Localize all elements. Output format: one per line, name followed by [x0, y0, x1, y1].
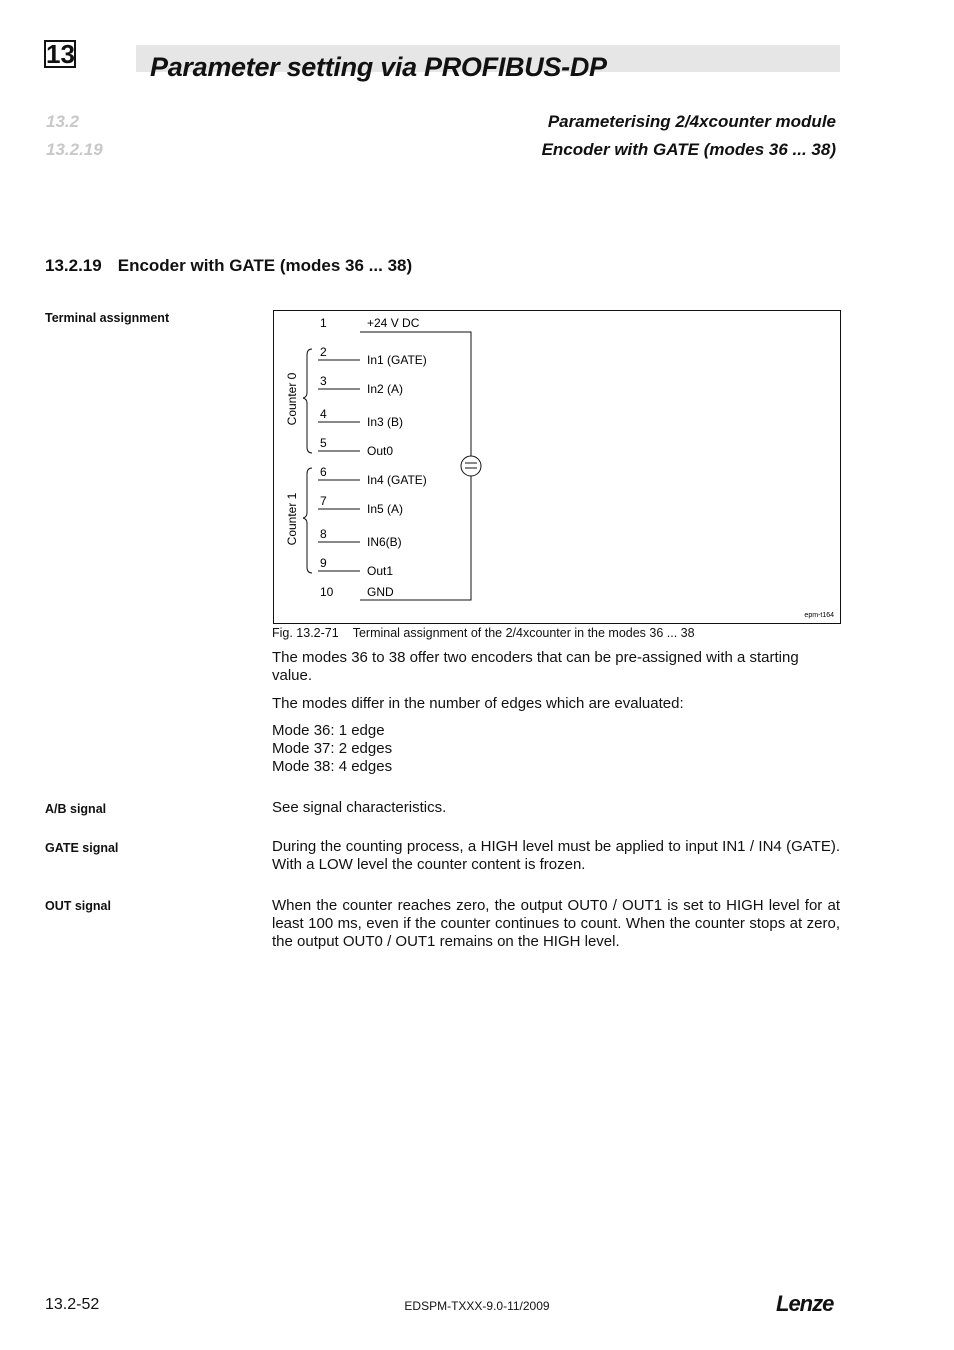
ground-symbol-icon [461, 456, 481, 476]
gate-signal-text: During the counting process, a HIGH level must be applied to input IN1 / IN4 (GATE). With a LOW level the counter content is frozen. [272, 838, 840, 873]
terminal-number: 10 [320, 585, 334, 599]
page-number: 13.2-52 [45, 1296, 100, 1313]
mode-item: Mode 36: 1 edge [272, 722, 385, 739]
breadcrumb-title-1: Parameterising 2/4xcounter module [547, 112, 836, 131]
out-signal-text: When the counter reaches zero, the output OUT0 / OUT1 is set to HIGH level for at least 100 ms, even if the counter continues to count. When the counter stops at zero, the output OUT0 / OUT1 remains on the HIGH level. [272, 897, 840, 950]
counter0-brace [303, 349, 312, 453]
terminal-number: 7 [320, 494, 327, 508]
terminal-number: 2 [320, 345, 327, 359]
intro-paragraph: The modes 36 to 38 offer two encoders that can be pre-assigned with a starting value. [272, 649, 799, 684]
terminal-assignment-label: Terminal assignment [45, 311, 170, 325]
terminal-name: Out1 [367, 564, 394, 578]
section-heading [45, 256, 412, 276]
figure-caption-text: Terminal assignment of the 2/4xcounter in the modes 36 ... 38 [352, 626, 695, 640]
terminal-diagram [274, 311, 840, 623]
chapter-number: 13 [46, 39, 75, 69]
ab-signal-label: A/B signal [45, 802, 107, 816]
figure-id: epm-t164 [804, 612, 834, 619]
breadcrumb-number-1: 13.2 [46, 112, 80, 131]
counter0-label: Counter 0 [285, 372, 299, 426]
ab-signal-text: See signal characteristics. [272, 799, 447, 816]
terminal-number: 4 [320, 407, 327, 421]
module-outline [360, 332, 471, 600]
terminal-diagram-frame [273, 310, 841, 624]
terminal-name: In1 (GATE) [367, 353, 427, 367]
section-number: 13.2.19 [45, 256, 102, 275]
gate-signal-label: GATE signal [45, 841, 119, 855]
terminal-number: 9 [320, 556, 327, 570]
terminal-name: In2 (A) [367, 382, 404, 396]
breadcrumb-title-2: Encoder with GATE (modes 36 ... 38) [541, 140, 836, 159]
terminal-name: IN6(B) [367, 535, 402, 549]
chapter-title: Parameter setting via PROFIBUS-DP [150, 52, 607, 82]
mode-list [272, 722, 840, 776]
breadcrumb-number-2: 13.2.19 [46, 140, 103, 159]
lenze-logo: Lenze [776, 1291, 834, 1316]
terminal-name: In3 (B) [367, 415, 404, 429]
section-title: Encoder with GATE (modes 36 ... 38) [117, 256, 413, 275]
edges-intro-paragraph: The modes differ in the number of edges which are evaluated: [272, 695, 684, 712]
figure-number: Fig. 13.2-71 [272, 626, 339, 640]
terminal-name: In5 (A) [367, 502, 404, 516]
figure-caption [272, 626, 695, 640]
counter1-brace [303, 468, 312, 573]
terminal-number: 5 [320, 436, 327, 450]
terminal-name: In4 (GATE) [367, 473, 427, 487]
terminal-name: Out0 [367, 444, 394, 458]
mode-item: Mode 37: 2 edges [272, 740, 393, 757]
terminal-number: 6 [320, 465, 327, 479]
document-id: EDSPM-TXXX-9.0-11/2009 [404, 1299, 550, 1313]
terminal-number: 8 [320, 527, 327, 541]
out-signal-label: OUT signal [45, 899, 111, 913]
terminal-number: 3 [320, 374, 327, 388]
counter1-label: Counter 1 [285, 492, 299, 546]
terminal-name: +24 V DC [367, 316, 420, 330]
mode-item: Mode 38: 4 edges [272, 758, 393, 775]
terminal-name: GND [367, 585, 394, 599]
terminal-number: 1 [320, 316, 327, 330]
